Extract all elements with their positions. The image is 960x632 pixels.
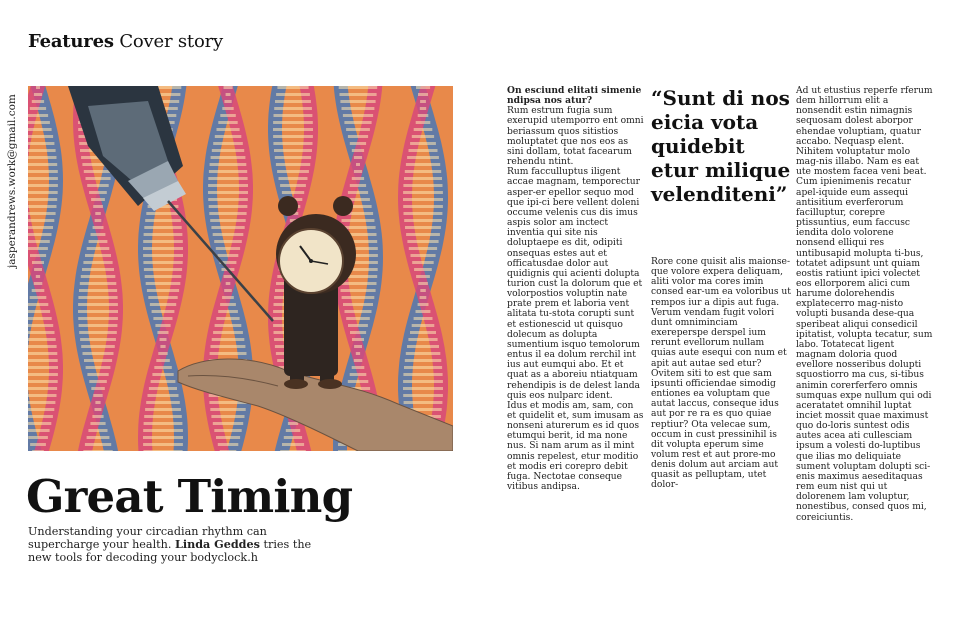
helix-rung: [28, 422, 51, 425]
body-paragraph: Ad ut etustius reperfe rferum dem hillorrum elit a nonsendit estin nimagnis sequosam dolest aborpor ehendae voluptiam, quatur accabo. Nequasp elent. Nihitem voluptatur molo mag-nis illabo. Nam es eat ute mostem facea veni beat.: [796, 86, 933, 178]
helix-rung: [160, 338, 167, 341]
helix-rung: [211, 156, 246, 159]
section-label: [28, 31, 223, 52]
helix-rung: [148, 394, 179, 397]
helix-rung: [211, 345, 246, 348]
helix-rung: [95, 212, 101, 215]
helix-rung: [87, 184, 109, 187]
helix-rung: [350, 184, 366, 187]
helix-rung: [277, 86, 308, 89]
helix-rung: [348, 191, 368, 194]
helix-rung: [30, 296, 47, 299]
helix-rung: [90, 422, 105, 425]
helix-rung: [34, 268, 42, 271]
helix-rung: [28, 352, 57, 355]
helix-rung: [28, 436, 48, 439]
helix-rung: [28, 366, 58, 369]
helix-rung: [28, 233, 52, 236]
helix-rung: [210, 352, 247, 355]
author-name: Linda Geddes: [174, 537, 260, 552]
standfirst-text-end: tries the new tools for decoding your bodyclock.h: [28, 538, 312, 565]
helix-rung: [143, 240, 183, 243]
cover-illustration: [28, 86, 453, 451]
helix-rung: [32, 261, 44, 264]
helix-rung: [91, 198, 105, 201]
helix-rung: [342, 296, 375, 299]
helix-rung: [224, 100, 231, 103]
helix-rung: [403, 205, 443, 208]
body-paragraph: Idus et modis am, sam, con et quidelit et, sum imusam as nonseni aturerum es id quos etumqui berit, id ma none nus. Si nam arum as il mint omnis repelest, etur moditio et modis eri corepro debit fuga. Nectotae conseque vitibus andipsa.: [507, 400, 644, 493]
helix-rung: [211, 415, 244, 418]
helix-rung: [28, 310, 50, 313]
section-name: Features: [28, 31, 114, 52]
helix-rung: [341, 289, 376, 292]
helix-rung: [28, 163, 57, 166]
helix-rung: [143, 450, 182, 451]
helix-rung: [28, 212, 56, 215]
helix-rung: [79, 331, 117, 334]
helix-rung: [154, 366, 172, 369]
helix-rung: [407, 345, 439, 348]
helix-rung: [420, 289, 426, 292]
helix-rung: [36, 275, 40, 278]
helix-rung: [210, 219, 246, 222]
helix-rung: [420, 100, 426, 103]
helix-rung: [32, 450, 44, 451]
helix-rung: [418, 303, 429, 306]
helix-rung: [209, 170, 247, 173]
helix-rung: [412, 261, 434, 264]
helix-rung: [346, 317, 370, 320]
helix-rung: [28, 394, 57, 397]
helix-rung: [406, 352, 441, 355]
helix-rung: [342, 107, 375, 110]
helix-rung: [143, 254, 183, 257]
helix-rung: [79, 324, 118, 327]
helix-rung: [28, 387, 57, 390]
helix-rung: [340, 100, 375, 103]
helix-rung: [418, 114, 429, 117]
helix-rung: [78, 303, 118, 306]
helix-rung: [214, 240, 242, 243]
helix-rung: [216, 247, 240, 250]
helix-rung: [213, 142, 243, 145]
helix-rung: [160, 345, 165, 348]
helix-rung: [208, 198, 248, 201]
helix-rung: [213, 233, 244, 236]
helix-rung: [224, 289, 232, 292]
helix-rung: [28, 429, 50, 432]
helix-rung: [87, 436, 110, 439]
helix-rung: [28, 415, 53, 418]
helix-rung: [280, 184, 306, 187]
helix-rung: [93, 226, 104, 229]
helix-rung: [348, 135, 368, 138]
helix-rung: [86, 177, 111, 180]
article-subhead: On esciund elitati simenie ndipsa nos atur?: [507, 85, 642, 107]
helix-rung: [152, 373, 173, 376]
helix-rung: [95, 401, 100, 404]
helix-rung: [81, 275, 116, 278]
helix-rung: [30, 443, 46, 446]
helix-rung: [288, 422, 298, 425]
helix-rung: [83, 352, 114, 355]
helix-rung: [220, 114, 236, 117]
helix-rung: [144, 226, 181, 229]
helix-rung: [412, 324, 435, 327]
helix-rung: [93, 394, 102, 397]
article-standfirst: [28, 525, 328, 565]
helix-rung: [28, 135, 53, 138]
helix-rung: [210, 163, 247, 166]
helix-rung: [403, 373, 442, 376]
helix-rung: [350, 373, 367, 376]
helix-rung: [284, 436, 302, 439]
helix-rung: [352, 338, 364, 341]
helix-rung: [280, 450, 306, 451]
helix-rung: [95, 219, 102, 222]
helix-rung: [158, 352, 167, 355]
helix-rung: [28, 380, 58, 383]
article-headline: Great Timing: [26, 470, 353, 523]
helix-rung: [404, 401, 443, 404]
photo-credit: jasperandrews.work@gmail.com: [6, 94, 18, 268]
helix-rung: [91, 233, 106, 236]
helix-rung: [212, 149, 244, 152]
helix-rung: [405, 170, 441, 173]
helix-rung: [143, 261, 182, 264]
helix-rung: [418, 282, 428, 285]
helix-rung: [274, 149, 312, 152]
helix-rung: [211, 226, 244, 229]
helix-rung: [93, 205, 103, 208]
subsection-name: Cover story: [119, 31, 223, 52]
helix-rung: [356, 163, 360, 166]
helix-rung: [340, 282, 377, 285]
helix-rung: [215, 135, 242, 138]
helix-rung: [92, 415, 103, 418]
helix-rung: [28, 359, 58, 362]
helix-rung: [354, 156, 362, 159]
helix-rung: [30, 107, 46, 110]
helix-rung: [86, 366, 111, 369]
helix-rung: [89, 191, 107, 194]
helix-rung: [407, 156, 439, 159]
helix-rung: [88, 429, 107, 432]
helix-rung: [28, 373, 58, 376]
helix-rung: [208, 184, 248, 187]
helix-rung: [226, 93, 231, 96]
helix-rung: [216, 436, 240, 439]
helix-rung: [412, 135, 434, 138]
article-column-1: [507, 86, 644, 492]
pull-quote: “Sunt di nos eicia vota quidebit etur milique velenditeni”: [651, 86, 791, 206]
helix-rung: [420, 107, 426, 110]
helix-rung: [146, 212, 180, 215]
helix-rung: [28, 408, 54, 411]
helix-rung: [28, 128, 52, 131]
helix-rung: [409, 247, 437, 250]
helix-rung: [403, 198, 443, 201]
helix-rung: [354, 359, 363, 362]
helix-rung: [273, 128, 313, 131]
helix-rung: [210, 408, 245, 411]
helix-rung: [82, 268, 114, 271]
helix-rung: [32, 100, 44, 103]
helix-rung: [275, 156, 311, 159]
helix-rung: [146, 401, 180, 404]
helix-rung: [220, 450, 237, 451]
helix-rung: [144, 268, 182, 271]
helix-rung: [28, 324, 53, 327]
article-column-3: [796, 86, 934, 523]
helix-rung: [28, 191, 58, 194]
helix-rung: [148, 296, 177, 299]
helix-rung: [218, 443, 239, 446]
helix-rung: [350, 142, 366, 145]
helix-rung: [213, 422, 243, 425]
helix-rung: [156, 359, 170, 362]
helix-rung: [343, 303, 373, 306]
helix-rung: [78, 296, 117, 299]
helix-rung: [28, 177, 58, 180]
helix-rung: [83, 261, 112, 264]
helix-rung: [414, 317, 433, 320]
helix-rung: [404, 177, 442, 180]
helix-rung: [28, 240, 50, 243]
helix-rung: [28, 338, 56, 341]
helix-rung: [404, 366, 442, 369]
helix-rung: [405, 226, 441, 229]
helix-rung: [87, 247, 110, 250]
standfirst-text: Understanding your circadian rhythm can supercharge your health.: [28, 525, 267, 552]
helix-rung: [209, 205, 248, 208]
helix-rung: [28, 149, 56, 152]
helix-rung: [416, 121, 431, 124]
helix-rung: [28, 247, 48, 250]
helix-rung: [403, 380, 443, 383]
helix-rung: [84, 359, 112, 362]
helix-rung: [28, 317, 52, 320]
helix-rung: [418, 93, 428, 96]
helix-rung: [85, 443, 111, 446]
helix-rung: [273, 135, 313, 138]
helix-rung: [407, 240, 438, 243]
helix-rung: [352, 177, 364, 180]
helix-rung: [83, 450, 112, 451]
helix-rung: [91, 387, 105, 390]
helix-rung: [145, 408, 181, 411]
helix-rung: [222, 107, 233, 110]
helix-rung: [218, 254, 239, 257]
helix-rung: [403, 387, 443, 390]
helix-rung: [403, 394, 443, 397]
helix-rung: [95, 408, 102, 411]
helix-rung: [78, 310, 118, 313]
helix-rung: [409, 149, 438, 152]
helix-rung: [81, 345, 115, 348]
helix-rung: [144, 233, 183, 236]
helix-rung: [34, 93, 42, 96]
helix-rung: [28, 331, 54, 334]
helix-rung: [279, 177, 308, 180]
helix-rung: [145, 275, 182, 278]
helix-rung: [343, 114, 373, 117]
helix-rung: [356, 352, 360, 355]
article-column-2: [651, 257, 791, 491]
helix-rung: [28, 142, 54, 145]
helix-rung: [218, 310, 238, 313]
body-paragraph: Cum ipienimenis recatur apel-iquide eum assequi antisitium everferorum facilluptur, corepre ptissuntius, eum faccusc iendita dolo volorene nonsend elliqui res untibusapid molupta ti-bus, totatet adipsunt unt quiam eostis ratiunt ipici volectet eos ellorporem alici cum harume dolorehendis explatecerro mag-nisto volupti busanda dese-qua speribeat aliqui consedicil ipitatist, volupta tecatur, sum labo. Totatecat ligent magnam doloria quod evellore nosseribus dolupti squostiorro ma cus, si-tibus animin corerferfero omnis sumquas expe nullum qui odi aceratatet omnihil luptat inciet mossit quae maximust quo do-loris suntest odis autes acea ati cullesciam ipsum a volesti do-luptibus que ilias mo deliquiate sument voluptam dolupti sci-enis maximus aeseditaquas rem eum nist qui ut dolorenem lam voluptur, nonestibus, consed quos mi, coreiciuntis.: [796, 177, 933, 523]
helix-rung: [354, 170, 362, 173]
helix-rung: [277, 170, 309, 173]
helix-rung: [28, 121, 50, 124]
helix-rung: [406, 233, 440, 236]
helix-rung: [28, 219, 54, 222]
helix-rung: [30, 254, 46, 257]
helix-rung: [157, 331, 168, 334]
helix-rung: [276, 163, 310, 166]
helix-rung: [224, 86, 233, 89]
helix-rung: [354, 345, 362, 348]
helix-rung: [273, 121, 313, 124]
helix-rung: [80, 338, 116, 341]
helix-rung: [150, 303, 176, 306]
helix-rung: [406, 163, 440, 166]
helix-rung: [340, 93, 377, 96]
helix-rung: [79, 289, 117, 292]
helix-rung: [344, 121, 371, 124]
helix-rung: [144, 415, 182, 418]
helix-rung: [345, 310, 372, 313]
helix-rung: [89, 240, 108, 243]
helix-rung: [28, 198, 57, 201]
body-paragraph: Rore cone quisit alis maionse-que volore expera deliquam, aliti volor ma cores imin consed ear-um ea voloribus ut rempos iur a dipis aut fuga. Verum vendam fugit volori dunt omniminciam exereperspe derspel ium rerunt evellorum nullam quias aute esequi con num et apit aut autae sed etur? Ovitem siti to est que sam ipsunti officiendae simodig entiones ea voluptam que autat laccus, conseque idus aut por re ra es quo quiae reptiur? Ota velecae sum, occum in cust pressinihil is dit volupta eperum sime volum rest et aut prore-mo denis dolum aut arciam aut quasit as pelluptam, utet dolor-: [651, 257, 791, 491]
helix-rung: [405, 359, 442, 362]
helix-rung: [215, 324, 242, 327]
helix-rung: [408, 338, 437, 341]
helix-rung: [414, 128, 433, 131]
helix-rung: [218, 121, 237, 124]
helix-rung: [348, 380, 369, 383]
helix-rung: [352, 149, 364, 152]
helix-rung: [213, 331, 243, 334]
helix-rung: [352, 366, 365, 369]
helix-rung: [151, 380, 176, 383]
helix-rung: [28, 303, 48, 306]
helix-rung: [155, 324, 170, 327]
helix-rung: [208, 177, 247, 180]
helix-rung: [85, 254, 111, 257]
helix-rung: [350, 331, 366, 334]
helix-rung: [80, 282, 117, 285]
helix-rung: [226, 282, 231, 285]
helix-rung: [342, 219, 375, 222]
helix-rung: [28, 345, 57, 348]
helix-rung: [143, 247, 183, 250]
helix-rung: [416, 275, 430, 278]
helix-rung: [416, 86, 430, 89]
helix-rung: [420, 296, 427, 299]
helix-rung: [28, 184, 58, 187]
helix-rung: [153, 317, 172, 320]
helix-rung: [214, 429, 241, 432]
helix-rung: [145, 219, 181, 222]
helix-rung: [34, 282, 43, 285]
helix-rung: [28, 226, 53, 229]
helix-rung: [403, 184, 442, 187]
helix-rung: [28, 114, 48, 117]
helix-rung: [411, 254, 436, 257]
body-paragraph: Rum facculluptus iligent accae magnam, temporectur asper-er epellor sequo mod que ipi-ci bere vellent doleni occume velenis cus dis imus aspis solor am inctect inventia qui site nis doluptaepe es dit, odipiti onsequas estes aut et officatusdae dolor aut quidignis qui acienti dolupta turion cust la dolorum que et volorpostios voluptin nate prate prem et laboria vent alitata tu-stota corupti sunt et estionescid ut quisquo dolecum as dolupta sumentium isquo temolorum entus il ea dolum rerchil int ius aut eumqui abo. Et et quat as a aboreiu ntiatquam rehendipis is de delest landa quis eos nulparc ident.: [507, 167, 643, 401]
helix-rung: [414, 268, 432, 271]
helix-rung: [144, 422, 183, 425]
helix-rung: [87, 373, 108, 376]
body-paragraph: Rum estrum fugia sum exerupid utemporro ent omni beriassum quos sitistios moluptatet que nos eos as sini dollam, totat facearum rehendu ntint.: [507, 106, 644, 168]
helix-rung: [273, 142, 312, 145]
helix-rung: [416, 310, 431, 313]
helix-rung: [276, 93, 310, 96]
helix-rung: [282, 191, 304, 194]
helix-rung: [149, 387, 177, 390]
helix-rung: [274, 107, 312, 110]
helix-rung: [84, 170, 112, 173]
helix-rung: [404, 219, 442, 222]
helix-rung: [339, 86, 378, 89]
helix-rung: [78, 317, 118, 320]
helix-rung: [217, 128, 240, 131]
helix-rung: [410, 142, 436, 145]
helix-rung: [274, 114, 313, 117]
helix-rung: [282, 443, 304, 446]
helix-rung: [286, 429, 300, 432]
helix-rung: [32, 289, 45, 292]
helix-rung: [410, 331, 436, 334]
helix-rung: [147, 289, 179, 292]
helix-rung: [222, 296, 234, 299]
helix-rung: [28, 170, 58, 173]
helix-rung: [220, 303, 236, 306]
helix-rung: [403, 191, 443, 194]
helix-rung: [28, 205, 57, 208]
helix-rung: [209, 212, 246, 215]
helix-rung: [89, 380, 107, 383]
helix-rung: [36, 86, 40, 89]
helix-rung: [28, 156, 56, 159]
helix-rung: [346, 128, 370, 131]
helix-rung: [143, 429, 183, 432]
helix-rung: [275, 100, 311, 103]
helix-rung: [224, 275, 233, 278]
helix-rung: [28, 401, 55, 404]
helix-rung: [152, 310, 175, 313]
helix-rung: [143, 443, 183, 446]
helix-rung: [404, 212, 443, 215]
helix-rung: [146, 282, 181, 285]
helix-rung: [143, 436, 183, 439]
helix-rung: [212, 338, 245, 341]
helix-rung: [348, 324, 368, 327]
helix-rung: [208, 191, 248, 194]
helix-rung: [216, 317, 239, 320]
